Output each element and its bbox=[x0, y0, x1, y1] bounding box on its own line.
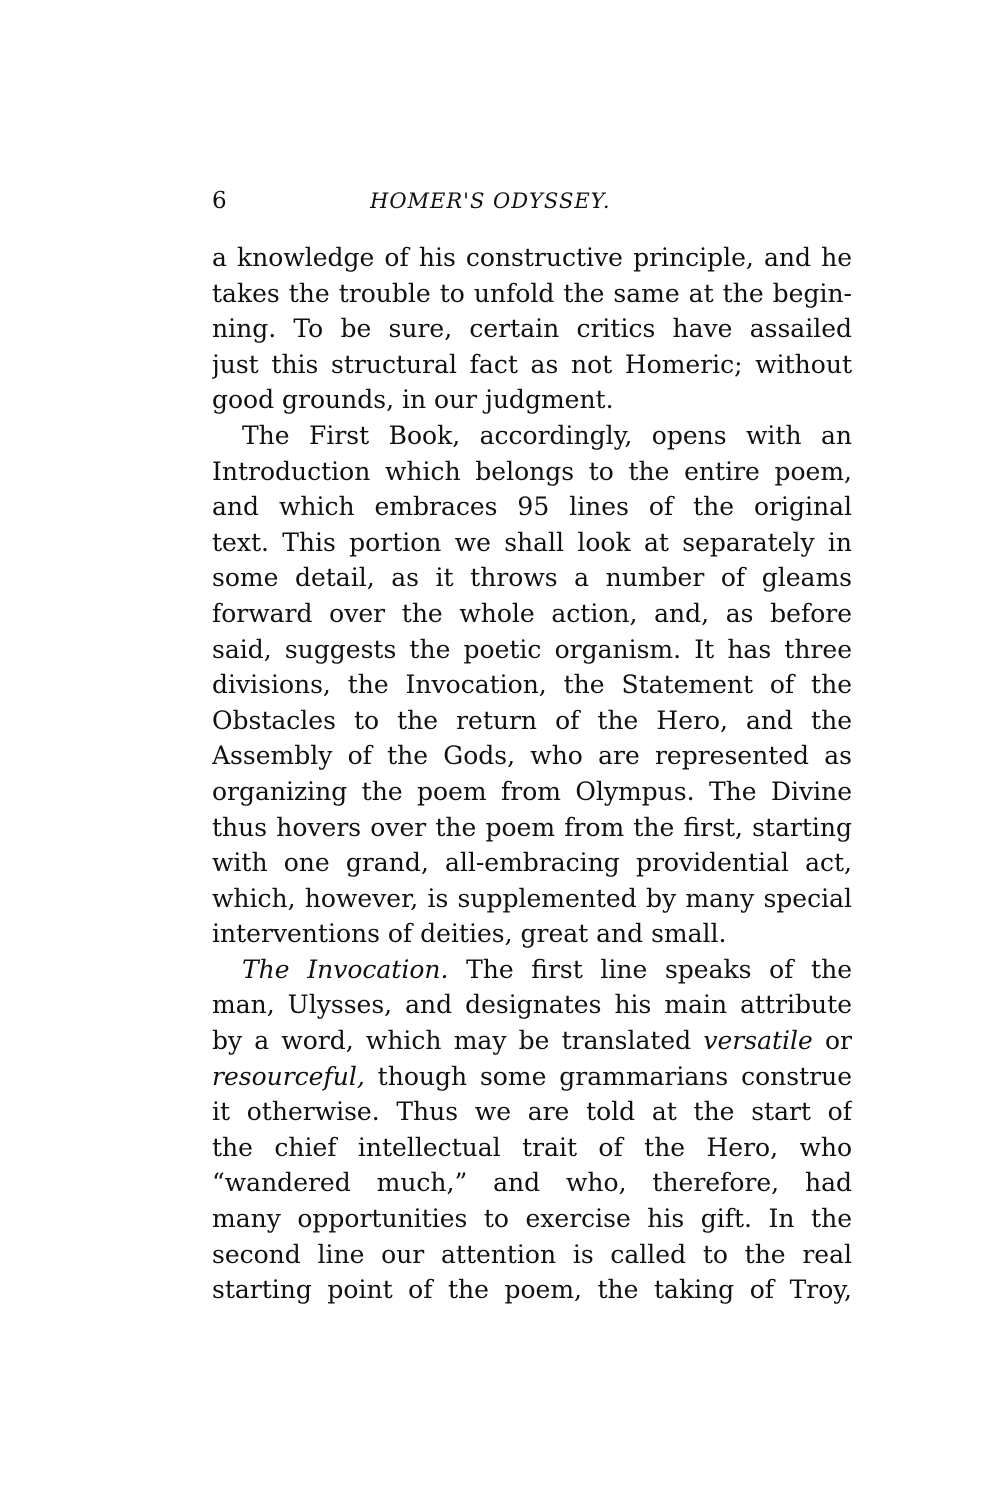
running-head bbox=[212, 186, 852, 216]
paragraph-1 bbox=[212, 240, 852, 418]
text-line: by a word, which may be translated versatile or bbox=[212, 1026, 852, 1056]
text-line: the chief intellectual trait of the Hero, who bbox=[212, 1132, 852, 1162]
text-line: takes the trouble to unfold the same at the begin- bbox=[212, 278, 852, 308]
paragraph-2 bbox=[212, 418, 852, 952]
text-line: divisions, the Invocation, the Statement of the bbox=[212, 670, 852, 700]
text-line: organizing the poem from Olympus. The Divine bbox=[212, 776, 852, 806]
text-line: said, suggests the poetic organism. It has three bbox=[212, 634, 852, 664]
text-line: a knowledge of his constructive principle, and he bbox=[212, 243, 852, 272]
text-line: Assembly of the Gods, who are represented as bbox=[212, 741, 852, 771]
text-line: forward over the whole action, and, as before bbox=[212, 598, 852, 628]
italic-heading: The Invocation. bbox=[242, 954, 449, 984]
text-line: starting point of the poem, the taking of Troy, bbox=[212, 1275, 852, 1305]
text-line: with one grand, all-embracing providential act, bbox=[212, 848, 852, 878]
text-line: just this structural fact as not Homeric; without bbox=[212, 349, 852, 379]
text-line: ning. To be sure, certain critics have assailed bbox=[212, 314, 852, 344]
text-line: interventions of deities, great and small. bbox=[212, 919, 727, 949]
text-line: The First Book, accordingly, opens with an bbox=[242, 420, 852, 450]
text-line: resourceful, though some grammarians construe bbox=[212, 1061, 852, 1091]
text-line: man, Ulysses, and designates his main attribute bbox=[212, 990, 852, 1020]
text-line: text. This portion we shall look at separately in bbox=[212, 527, 852, 557]
text-line: good grounds, in our judgment. bbox=[212, 385, 614, 415]
text-line: Introduction which belongs to the entire poem, bbox=[212, 456, 852, 486]
italic-term: versatile bbox=[703, 1026, 813, 1056]
text-line: it otherwise. Thus we are told at the start of bbox=[212, 1097, 852, 1127]
page-number: 6 bbox=[212, 188, 227, 214]
text-line: The Invocation. The first line speaks of the bbox=[242, 954, 852, 984]
text-line: and which embraces 95 lines of the original bbox=[212, 492, 852, 522]
text-line: which, however, is supplemented by many special bbox=[212, 883, 852, 913]
paragraph-3 bbox=[212, 952, 852, 1308]
running-title: HOMER'S ODYSSEY. bbox=[370, 189, 611, 213]
text-line: Obstacles to the return of the Hero, and the bbox=[212, 705, 852, 735]
body-text bbox=[212, 240, 852, 1308]
italic-term: resourceful, bbox=[212, 1061, 365, 1091]
text-line: “wandered much,” and who, therefore, had bbox=[212, 1168, 852, 1198]
text-line: some detail, as it throws a number of gleams bbox=[212, 563, 852, 593]
text-line: second line our attention is called to the real bbox=[212, 1239, 852, 1269]
text-line: thus hovers over the poem from the first, starting bbox=[212, 812, 852, 842]
text-line: many opportunities to exercise his gift. In the bbox=[212, 1204, 852, 1234]
